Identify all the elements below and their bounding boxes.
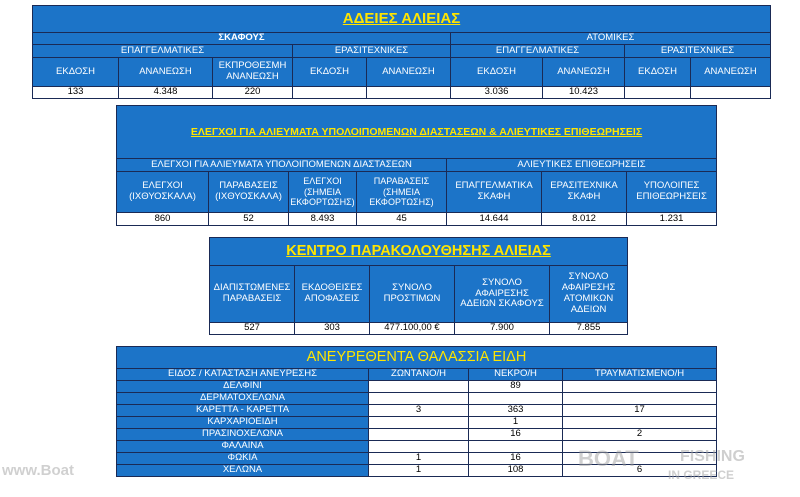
column-header: ΕΚΔΟΣΗ: [33, 58, 119, 87]
alive-count: [369, 392, 469, 404]
dead-count: 1: [469, 416, 563, 428]
dead-count: 108: [469, 464, 563, 476]
column-header: ΝΕΚΡΟ/Η: [469, 369, 563, 381]
table-row: [117, 392, 717, 404]
value-cell: [625, 87, 691, 99]
alive-count: [369, 428, 469, 440]
column-header: ΤΡΑΥΜΑΤΙΣΜΕΝΟ/Η: [563, 369, 717, 381]
catch-controls-title: ΕΛΕΓΧΟΙ ΓΙΑ ΑΛΙΕΥΜΑΤΑ ΥΠΟΛΟΙΠΟΜΕΝΩΝ ΔΙΑΣΤΑΣΕΩΝ & ΑΛΙΕΥΤΙΚΕΣ ΕΠΙΘΕΩΡΗΣΕΙΣ: [117, 106, 717, 159]
value-cell: [367, 87, 451, 99]
species-name: ΠΡΑΣΙΝΟΧΕΛΩΝΑ: [117, 428, 369, 440]
monitoring-center-title: ΚΕΝΤΡΟ ΠΑΡΑΚΟΛΟΥΘΗΣΗΣ ΑΛΙΕΙΑΣ: [210, 238, 628, 266]
injured-count: 6: [563, 464, 717, 476]
value-cell: 220: [213, 87, 293, 99]
species-name: ΔΕΡΜΑΤΟΧΕΛΩΝΑ: [117, 392, 369, 404]
vessel-professional-header: ΕΠΑΓΓΕΛΜΑΤΙΚΕΣ: [33, 45, 293, 58]
column-header: ΣΥΝΟΛΟ ΑΦΑΙΡΕΣΗΣ ΑΔΕΙΩΝ ΣΚΑΦΟΥΣ: [455, 266, 550, 323]
vessel-amateur-header: ΕΡΑΣΙΤΕΧΝΙΚΕΣ: [293, 45, 451, 58]
personal-amateur-header: ΕΡΑΣΙΤΕΧΝΙΚΕΣ: [625, 45, 771, 58]
species-name: ΧΕΛΩΝΑ: [117, 464, 369, 476]
undersized-catch-header: ΕΛΕΓΧΟΙ ΓΙΑ ΑΛΙΕΥΜΑΤΑ ΥΠΟΛΟΙΠΟΜΕΝΩΝ ΔΙΑΣΤΑΣΕΩΝ: [117, 159, 447, 172]
value-cell: 527: [210, 323, 295, 335]
column-header: ΕΚΔΟΘΕΙΣΕΣ ΑΠΟΦΑΣΕΙΣ: [295, 266, 370, 323]
fishing-licenses-table: [32, 5, 771, 99]
dead-count: [469, 392, 563, 404]
column-header: ΕΚΔΟΣΗ: [451, 58, 543, 87]
value-cell: 133: [33, 87, 119, 99]
dead-count: 16: [469, 428, 563, 440]
column-header: ΠΑΡΑΒΑΣΕΙΣ (ΙΧΘΥΟΣΚΑΛΑ): [209, 172, 289, 213]
column-header: ΔΙΑΠΙΣΤΩΜΕΝΕΣ ΠΑΡΑΒΑΣΕΙΣ: [210, 266, 295, 323]
value-cell: 303: [295, 323, 370, 335]
catch-controls-table: [116, 105, 717, 226]
value-cell: 3.036: [451, 87, 543, 99]
alive-count: 1: [369, 464, 469, 476]
watermark-brand: IN GREECE: [668, 468, 735, 482]
column-header: ΣΥΝΟΛΟ ΠΡΟΣΤΙΜΩΝ: [370, 266, 455, 323]
dead-count: 363: [469, 404, 563, 416]
species-name: ΦΑΛΑΙΝΑ: [117, 440, 369, 452]
species-name: ΔΕΛΦΙΝΙ: [117, 380, 369, 392]
value-cell: 7.855: [550, 323, 628, 335]
injured-count: [563, 380, 717, 392]
vessel-licenses-header: ΣΚΑΦΟΥΣ: [33, 33, 451, 45]
watermark-left: www.Boat: [2, 462, 74, 479]
column-header: ΕΚΠΡΟΘΕΣΜΗ ΑΝΑΝΕΩΣΗ: [213, 58, 293, 87]
value-cell: 14.644: [447, 213, 542, 226]
column-header: ΕΠΑΓΓΕΛΜΑΤΙΚΑ ΣΚΑΦΗ: [447, 172, 542, 213]
injured-count: [563, 416, 717, 428]
value-cell: 8.012: [542, 213, 627, 226]
alive-count: [369, 380, 469, 392]
injured-count: 17: [563, 404, 717, 416]
column-header: ΕΚΔΟΣΗ: [293, 58, 367, 87]
injured-count: 2: [563, 428, 717, 440]
alive-count: 1: [369, 452, 469, 464]
species-name: ΚΑΡΕΤΤΑ - ΚΑΡΕΤΤΑ: [117, 404, 369, 416]
monitoring-center-table: [209, 237, 628, 335]
value-cell: 52: [209, 213, 289, 226]
value-cell: 45: [357, 213, 447, 226]
value-cell: 1.231: [627, 213, 717, 226]
injured-count: [563, 392, 717, 404]
column-header: ΑΝΑΝΕΩΣΗ: [543, 58, 625, 87]
column-header: ΕΛΕΓΧΟΙ (ΙΧΘΥΟΣΚΑΛΑ): [117, 172, 209, 213]
value-cell: 10.423: [543, 87, 625, 99]
value-cell: [293, 87, 367, 99]
value-cell: 860: [117, 213, 209, 226]
fishing-licenses-title: ΑΔΕΙΕΣ ΑΛΙΕΙΑΣ: [33, 6, 771, 33]
dead-count: [469, 440, 563, 452]
marine-species-title: ΑΝΕΥΡΕΘΕΝΤΑ ΘΑΛΑΣΣΙΑ ΕΙΔΗ: [117, 347, 717, 369]
column-header: ΠΑΡΑΒΑΣΕΙΣ (ΣΗΜΕΙΑ ΕΚΦΟΡΤΩΣΗΣ): [357, 172, 447, 213]
value-cell: 4.348: [119, 87, 213, 99]
alive-count: [369, 416, 469, 428]
table-row: [117, 428, 717, 440]
table-row: [117, 416, 717, 428]
column-header: ΑΝΑΝΕΩΣΗ: [119, 58, 213, 87]
dead-count: 16: [469, 452, 563, 464]
species-name: ΦΩΚΙΑ: [117, 452, 369, 464]
column-header: ΥΠΟΛΟΙΠΕΣ ΕΠΙΘΕΩΡΗΣΕΙΣ: [627, 172, 717, 213]
column-header: ΑΝΑΝΕΩΣΗ: [691, 58, 771, 87]
column-header: ΑΝΑΝΕΩΣΗ: [367, 58, 451, 87]
fisheries-inspections-header: ΑΛΙΕΥΤΙΚΕΣ ΕΠΙΘΕΩΡΗΣΕΙΣ: [447, 159, 717, 172]
table-row: [117, 380, 717, 392]
column-header: ΖΩΝΤΑΝΟ/Η: [369, 369, 469, 381]
species-name: ΚΑΡΧΑΡΙΟΕΙΔΗ: [117, 416, 369, 428]
alive-count: [369, 440, 469, 452]
value-cell: 477.100,00 €: [370, 323, 455, 335]
column-header: ΣΥΝΟΛΟ ΑΦΑΙΡΕΣΗΣ ΑΤΟΜΙΚΩΝ ΑΔΕΙΩΝ: [550, 266, 628, 323]
watermark-brand: BOAT: [578, 446, 639, 471]
dead-count: 89: [469, 380, 563, 392]
value-cell: [691, 87, 771, 99]
table-row: [117, 404, 717, 416]
column-header: ΕΡΑΣΙΤΕΧΝΙΚΑ ΣΚΑΦΗ: [542, 172, 627, 213]
column-header: ΕΙΔΟΣ / ΚΑΤΑΣΤΑΣΗ ΑΝΕΥΡΕΣΗΣ: [117, 369, 369, 381]
column-header: ΕΚΔΟΣΗ: [625, 58, 691, 87]
column-header: ΕΛΕΓΧΟΙ (ΣΗΜΕΙΑ ΕΚΦΟΡΤΩΣΗΣ): [289, 172, 357, 213]
personal-licenses-header: ΑΤΟΜΙΚΕΣ: [451, 33, 771, 45]
value-cell: 8.493: [289, 213, 357, 226]
alive-count: 3: [369, 404, 469, 416]
personal-professional-header: ΕΠΑΓΓΕΛΜΑΤΙΚΕΣ: [451, 45, 625, 58]
value-cell: 7.900: [455, 323, 550, 335]
watermark-brand: FISHING: [680, 448, 745, 465]
